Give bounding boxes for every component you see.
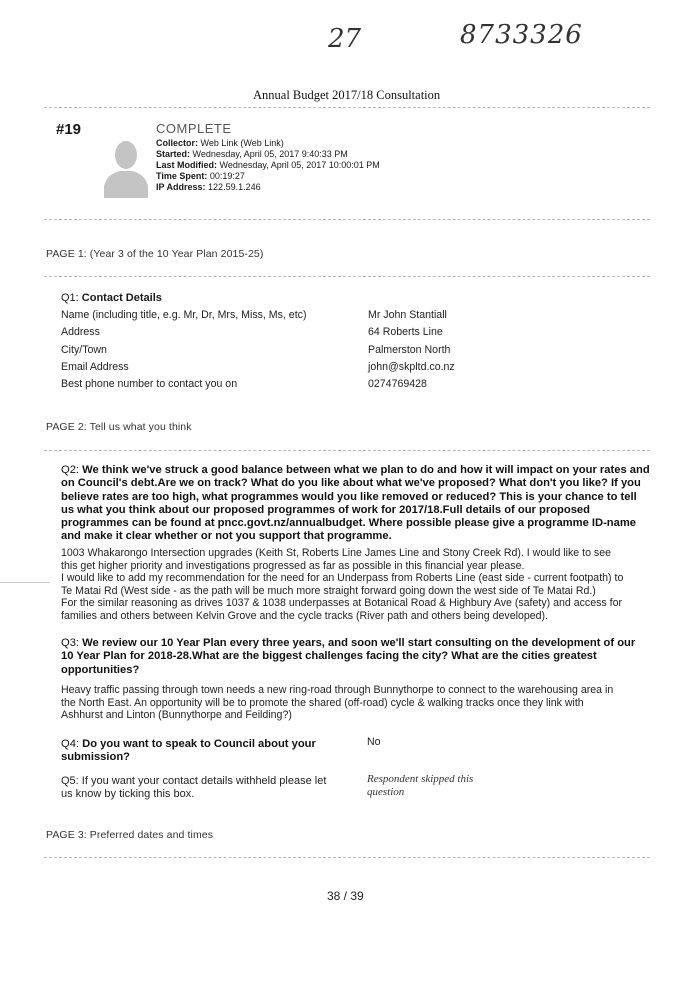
- q5-number: Q5:: [61, 775, 79, 787]
- q2-line: programmes can be found at pncc.govt.nz/annualbudget. Where possible please give a programme ID-name: [61, 517, 637, 530]
- page-number: 38 / 39: [327, 889, 364, 903]
- scan-mark: [0, 582, 50, 583]
- q2-line: We think we've struck a good balance between what we plan to do and how it will impact on your rates and: [82, 464, 650, 476]
- started-value: Wednesday, April 05, 2017 9:40:33 PM: [192, 149, 348, 159]
- q3-line: opportunities?: [61, 663, 140, 676]
- time-spent-label: Time Spent:: [156, 171, 208, 181]
- q4-line: Do you want to speak to Council about your: [82, 738, 316, 750]
- page-1-heading: PAGE 1: (Year 3 of the 10 Year Plan 2015-25): [46, 248, 264, 260]
- q5-line: us know by ticking this box.: [61, 788, 195, 800]
- time-spent-value: 00:19:27: [209, 171, 245, 181]
- q1-number: Q1:: [61, 292, 79, 304]
- q2-answer-line: 1003 Whakarongo Intersection upgrades (Keith St, Roberts Line James Line and Stony Creek Rd). I would like to see: [61, 547, 612, 559]
- field-label: City/Town: [61, 344, 107, 356]
- q5-question: [61, 775, 361, 801]
- q4-answer: No: [367, 736, 381, 748]
- q2-answer-line: Te Matai Rd (West side - as the path will be much more straight forward going down the west side of Te Matai Rd.): [61, 584, 596, 597]
- q2-answer-line: For the similar reasoning as drives 1037 & 1038 underpasses at Botanical Road & Highbury Ave (safety) and access for: [61, 597, 622, 609]
- q2-answer-line: this get higher priority and investigations progressed as far as possible in this financial year please.: [61, 559, 525, 572]
- field-value: Mr John Stantiall: [368, 309, 447, 321]
- q4-line: submission?: [61, 751, 130, 764]
- field-label: Name (including title, e.g. Mr, Dr, Mrs, Miss, Ms, etc): [61, 309, 307, 321]
- q3-question: [61, 637, 661, 677]
- q3-line: We review our 10 Year Plan every three years, and soon we'll start consulting on the development of our: [82, 637, 636, 649]
- q2-number: Q2:: [61, 464, 80, 476]
- q2-answer-line: families and others between Kelvin Grove and the cycle tracks (River path and others being developed).: [61, 609, 548, 622]
- q3-line: 10 Year Plan for 2018-28.What are the biggest challenges facing the city? What are the cities greatest: [61, 650, 597, 663]
- q2-question: [61, 464, 661, 544]
- q4-question: [61, 738, 361, 765]
- modified-value: Wednesday, April 05, 2017 10:00:01 PM: [219, 160, 380, 170]
- collector-value: Web Link (Web Link): [200, 138, 284, 148]
- field-value: 64 Roberts Line: [368, 326, 443, 338]
- page-3-heading: PAGE 3: Preferred dates and times: [46, 829, 214, 841]
- q2-line: and make it clear whether or not you support that programme.: [61, 530, 392, 543]
- q2-line: believe rates are too high, what programmes would you like removed or reduced? This is your chance to tell: [61, 490, 637, 503]
- field-value: Palmerston North: [368, 344, 451, 356]
- page-2-heading: PAGE 2: Tell us what you think: [46, 421, 192, 433]
- q1-title: [61, 292, 162, 304]
- q2-answer: [61, 547, 661, 622]
- field-label: Email Address: [61, 361, 129, 373]
- response-number: #19: [56, 121, 82, 138]
- q3-answer-line: Heavy traffic passing through town needs a new ring-road through Bunnythorpe to connect to the warehousing area in: [61, 684, 614, 696]
- status-label: COMPLETE: [156, 121, 232, 136]
- q3-answer: [61, 684, 661, 722]
- divider: [44, 276, 650, 277]
- divider: [44, 450, 650, 451]
- q5-answer-line: Respondent skipped this: [367, 773, 474, 785]
- q2-answer-line: I would like to add my recommendation for the need for an Underpass from Roberts Line (east side - current footpath) to: [61, 572, 624, 584]
- q3-answer-line: Ashhurst and Linton (Bunnythorpe and Feilding?): [61, 709, 292, 721]
- q3-number: Q3:: [61, 637, 80, 649]
- collector-label: Collector:: [156, 138, 199, 148]
- q2-line: us what you think about our proposed programmes of work for 2017/18.Full details of our proposed: [61, 503, 590, 516]
- avatar: [104, 136, 148, 198]
- q5-line: If you want your contact details withheld please let: [81, 775, 327, 787]
- modified-label: Last Modified:: [156, 160, 217, 170]
- divider: [44, 219, 650, 220]
- ip-label: IP Address:: [156, 182, 206, 192]
- field-label: Best phone number to contact you on: [61, 378, 238, 390]
- handwritten-number-right: 8733326: [460, 20, 583, 50]
- started-label: Started:: [156, 149, 191, 159]
- document-title: Annual Budget 2017/18 Consultation: [253, 88, 441, 102]
- handwritten-number-left: 27: [328, 24, 362, 54]
- response-metadata: [156, 138, 380, 193]
- q5-answer: [367, 773, 473, 799]
- ip-value: 122.59.1.246: [208, 182, 261, 192]
- divider: [44, 857, 650, 858]
- field-value: john@skpltd.co.nz: [368, 361, 455, 373]
- field-label: Address: [61, 326, 100, 338]
- q1-heading: Contact Details: [81, 292, 162, 304]
- q2-line: on Council's debt.Are we on track? What do you like about what we've proposed? What don't you like? If you: [61, 477, 641, 490]
- field-value: 0274769428: [368, 378, 427, 390]
- q5-answer-line: question: [367, 786, 405, 798]
- q3-answer-line: the North East. An opportunity will be to promote the shared (off-road) cycle & walking tracks once they link with: [61, 696, 584, 709]
- divider: [44, 107, 650, 108]
- q4-number: Q4:: [61, 738, 80, 750]
